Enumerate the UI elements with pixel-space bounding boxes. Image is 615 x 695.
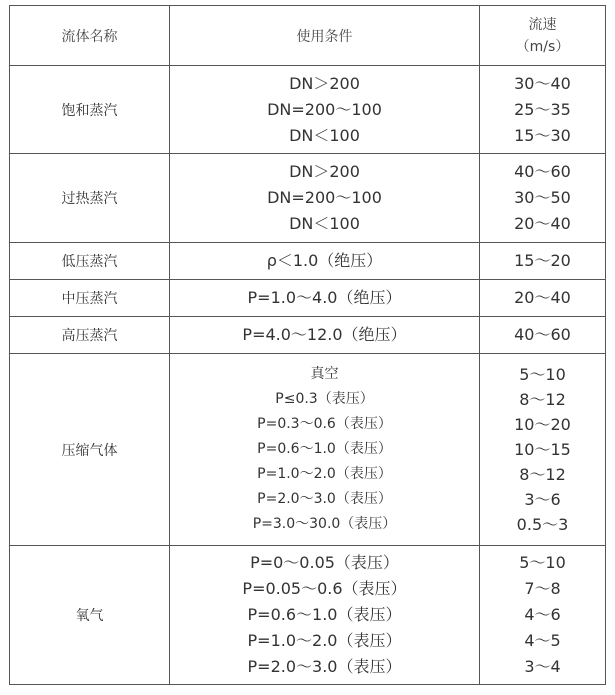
condition: P=0.05～0.6（表压） — [242, 579, 407, 598]
table-row — [10, 317, 606, 354]
condition: ρ＜1.0（绝压） — [266, 251, 383, 270]
velocity: 15～20 — [514, 251, 571, 270]
condition: 真空 — [310, 366, 339, 382]
condition: P=2.0～3.0（表压） — [257, 491, 392, 507]
condition: P=0.3～0.6（表压） — [257, 416, 392, 432]
conditions-cell — [170, 280, 480, 317]
conditions-cell — [170, 354, 480, 546]
velocity: 15～30 — [514, 125, 571, 145]
condition: DN＞200 — [289, 162, 360, 181]
velocity: 8～12 — [519, 465, 566, 484]
header-conditions: 使用条件 — [170, 6, 480, 66]
condition: DN＜100 — [289, 125, 360, 145]
velocity: 4～6 — [524, 605, 561, 624]
fluid-name: 过热蒸汽 — [10, 154, 170, 243]
conditions-cell — [170, 66, 480, 154]
velocity-cell — [480, 546, 606, 685]
condition: P≤0.3（表压） — [275, 391, 374, 407]
fluid-name: 氧气 — [10, 546, 170, 685]
fluid-name: 饱和蒸汽 — [10, 66, 170, 154]
velocity: 5～10 — [519, 365, 566, 384]
condition: P=1.0～4.0（绝压） — [247, 288, 402, 307]
velocity: 3～4 — [524, 657, 561, 676]
condition: P=0.6～1.0（表压） — [247, 605, 402, 624]
flow-velocity-table — [9, 5, 606, 685]
table-row — [10, 280, 606, 317]
condition: P=3.0～30.0（表压） — [252, 516, 397, 532]
table-row — [10, 154, 606, 243]
velocity-cell — [480, 154, 606, 243]
header-velocity — [480, 6, 606, 66]
fluid-name: 中压蒸汽 — [10, 280, 170, 317]
velocity-cell — [480, 66, 606, 154]
velocity: 20～40 — [514, 288, 571, 307]
condition: DN＜100 — [289, 214, 360, 233]
conditions-cell — [170, 317, 480, 354]
condition: P=1.0～2.0（表压） — [247, 631, 402, 650]
velocity: 40～60 — [514, 162, 571, 181]
fluid-name: 低压蒸汽 — [10, 243, 170, 280]
condition: DN=200～100 — [267, 188, 382, 207]
condition: P=0.6～1.0（表压） — [257, 441, 392, 457]
velocity: 0.5～3 — [516, 515, 569, 534]
condition: DN＞200 — [289, 73, 360, 93]
table-row — [10, 354, 606, 546]
velocity-cell — [480, 243, 606, 280]
table-row — [10, 243, 606, 280]
velocity: 10～20 — [514, 415, 571, 434]
velocity: 5～10 — [519, 553, 566, 572]
header-row — [10, 6, 606, 66]
velocity: 4～5 — [524, 631, 561, 650]
condition: P=1.0～2.0（表压） — [257, 466, 392, 482]
velocity: 7～8 — [524, 579, 561, 598]
header-fluid-name: 流体名称 — [10, 6, 170, 66]
velocity: 8～12 — [519, 390, 566, 409]
condition: P=0～0.05（表压） — [250, 553, 399, 572]
velocity-cell — [480, 280, 606, 317]
velocity: 20～40 — [514, 214, 571, 233]
condition: P=4.0～12.0（绝压） — [242, 325, 407, 344]
velocity: 25～35 — [514, 99, 571, 119]
conditions-cell — [170, 154, 480, 243]
conditions-cell — [170, 546, 480, 685]
velocity: 30～50 — [514, 188, 571, 207]
velocity: 40～60 — [514, 325, 571, 344]
velocity: 30～40 — [514, 73, 571, 93]
condition: DN=200～100 — [267, 99, 382, 119]
table-row — [10, 546, 606, 685]
header-velocity-unit: （m/s） — [515, 38, 570, 55]
velocity-cell — [480, 354, 606, 546]
velocity: 10～15 — [514, 440, 571, 459]
conditions-cell — [170, 243, 480, 280]
condition: P=2.0～3.0（表压） — [247, 657, 402, 676]
velocity: 3～6 — [524, 490, 561, 509]
header-velocity-label: 流速 — [528, 16, 557, 33]
table-row — [10, 66, 606, 154]
velocity-cell — [480, 317, 606, 354]
fluid-name: 高压蒸汽 — [10, 317, 170, 354]
fluid-name: 压缩气体 — [10, 354, 170, 546]
